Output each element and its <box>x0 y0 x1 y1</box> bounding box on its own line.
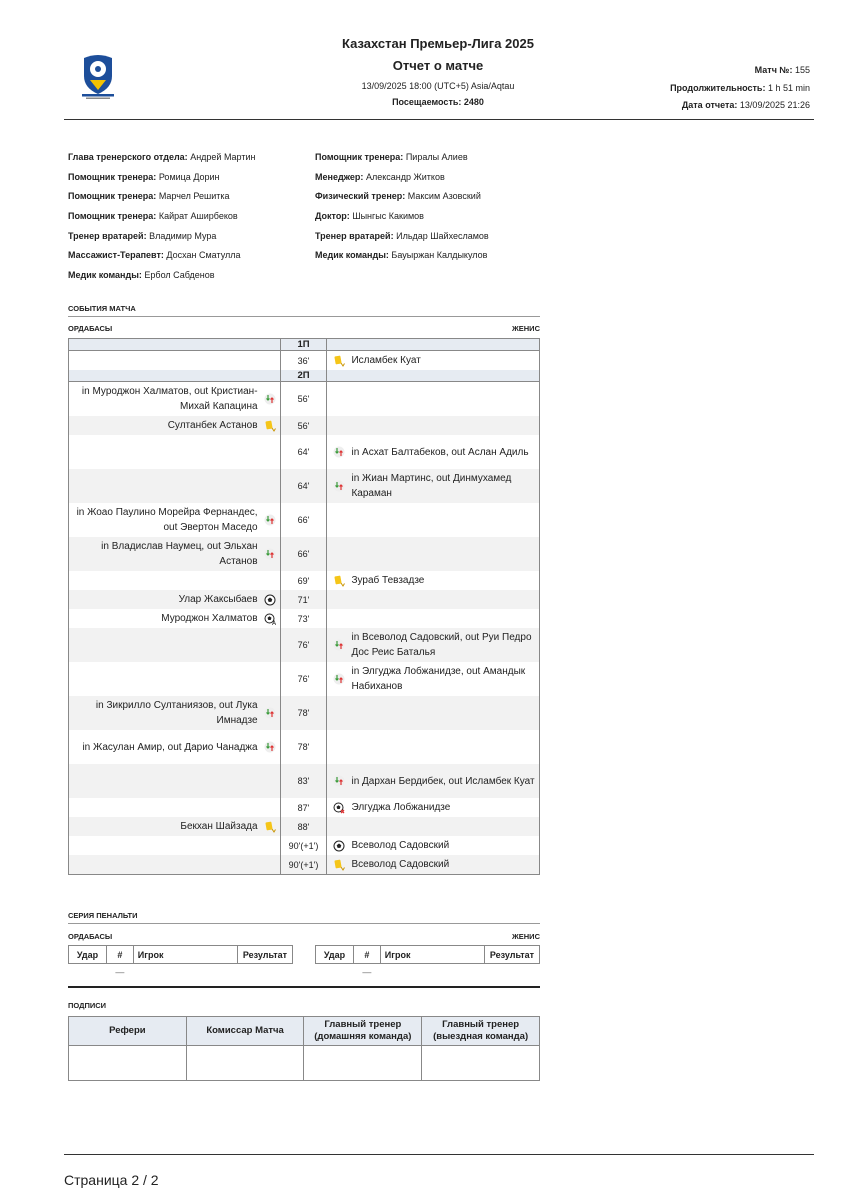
sig-box <box>186 1046 304 1081</box>
event-row <box>69 435 540 469</box>
event-minute: 64' <box>280 435 327 469</box>
penalty-table-home <box>68 945 293 980</box>
event-minute: 76' <box>280 628 327 662</box>
event-home-cell <box>69 416 281 435</box>
penalty-section-title: СЕРИЯ ПЕНАЛЬТИ <box>68 911 540 924</box>
substitution-icon <box>264 514 276 526</box>
substitution-icon <box>333 673 345 685</box>
event-away-cell <box>327 382 540 417</box>
event-home-cell <box>69 351 281 371</box>
event-away-cell <box>327 798 540 817</box>
event-away-cell <box>327 696 540 730</box>
footer-divider <box>64 1154 814 1155</box>
yellow-card-icon <box>333 575 345 587</box>
col-number: # <box>353 946 380 964</box>
away-staff <box>315 148 575 266</box>
event-minute: 64' <box>280 469 327 503</box>
substitution-icon <box>333 639 345 651</box>
period-row <box>69 370 540 382</box>
event-row <box>69 351 540 371</box>
period-label: 2П <box>280 370 327 382</box>
period-away-cell <box>327 339 540 351</box>
col-result: Результат <box>238 946 293 964</box>
staff-row: Медик команды: Ербол Сабденов <box>68 270 215 281</box>
staff-row: Помощник тренера: Пиралы Алиев <box>315 152 468 162</box>
staff-row: Помощник тренера: Ромица Дорин <box>68 171 220 182</box>
event-home-cell <box>69 696 281 730</box>
penalty-home-empty: — <box>115 966 125 977</box>
col-result: Результат <box>485 946 540 964</box>
substitution-icon <box>333 775 345 787</box>
event-row <box>69 382 540 417</box>
event-away-cell <box>327 503 540 537</box>
event-away-cell <box>327 609 540 628</box>
event-minute: 90'(+1') <box>280 836 327 855</box>
event-text: in Дархан Бердибек, out Исламбек Куат <box>351 775 535 787</box>
event-home-cell <box>69 764 281 798</box>
event-away-cell <box>327 817 540 836</box>
event-minute: 69' <box>280 571 327 590</box>
event-row <box>69 836 540 855</box>
match-datetime: 13/09/2025 18:00 (UTC+5) Asia/Aqtau <box>361 81 515 91</box>
goal-icon <box>264 594 276 606</box>
away-team-name: ЖЕНИС <box>511 324 540 333</box>
events-table <box>68 338 540 875</box>
event-row <box>69 696 540 730</box>
event-minute: 78' <box>280 730 327 764</box>
yellow-card-icon <box>264 420 276 432</box>
event-away-cell <box>327 537 540 571</box>
signatures-title: ПОДПИСИ <box>68 1001 107 1010</box>
staff-row: Медик команды: Бауыржан Калдыкулов <box>315 250 488 261</box>
substitution-icon <box>264 393 276 405</box>
penalty-away-team: ЖЕНИС <box>511 932 540 941</box>
match-number: Матч №: 155 <box>754 65 810 75</box>
event-row <box>69 730 540 764</box>
event-minute: 56' <box>280 416 327 435</box>
sig-home-coach: Главный тренер (домашняя команда) <box>304 1017 422 1046</box>
event-row <box>69 416 540 435</box>
event-home-cell <box>69 435 281 469</box>
event-text: in Владислав Наумец, out Эльхан Астанов <box>101 541 258 567</box>
event-home-cell <box>69 571 281 590</box>
staff-row: Тренер вратарей: Владимир Мура <box>68 230 217 241</box>
event-row <box>69 609 540 628</box>
event-minute: 87' <box>280 798 327 817</box>
event-away-cell <box>327 469 540 503</box>
page-number: Страница 2 / 2 <box>64 1172 159 1188</box>
yellow-card-icon <box>333 355 345 367</box>
event-text: in Элгуджа Лобжанидзе, out Амандык Набиханов <box>351 666 526 692</box>
events-team-names <box>68 324 540 333</box>
report-date: Дата отчета: 13/09/2025 21:26 <box>681 100 810 110</box>
header-meta <box>670 62 810 115</box>
event-minute: 66' <box>280 537 327 571</box>
col-player: Игрок <box>133 946 237 964</box>
event-text: Исламбек Куат <box>351 355 421 366</box>
report-header <box>64 30 814 120</box>
penalty-home-team: ОРДАБАСЫ <box>68 932 113 941</box>
period-away-cell <box>327 370 540 382</box>
col-number: # <box>106 946 133 964</box>
event-text: Всеволод Садовский <box>351 859 450 870</box>
sig-box <box>422 1046 540 1081</box>
match-duration: Продолжительность: 1 h 51 min <box>670 82 810 93</box>
col-player: Игрок <box>380 946 484 964</box>
staff-row: Тренер вратарей: Ильдар Шайхесламов <box>315 230 489 241</box>
col-shot: Удар <box>69 946 107 964</box>
event-home-cell <box>69 730 281 764</box>
sig-referee: Рефери <box>69 1017 187 1046</box>
event-home-cell <box>69 382 281 417</box>
event-away-cell <box>327 662 540 696</box>
event-row <box>69 571 540 590</box>
event-home-cell <box>69 798 281 817</box>
report-title: Отчет о матче <box>392 58 484 73</box>
staff-row: Массажист-Терапевт: Досхан Сматулла <box>68 250 241 261</box>
event-away-cell <box>327 590 540 609</box>
yellow-card-icon <box>264 821 276 833</box>
event-away-cell <box>327 836 540 855</box>
event-text: Всеволод Садовский <box>351 840 450 851</box>
sig-away-coach: Главный тренер (выездная команда) <box>422 1017 540 1046</box>
event-row <box>69 537 540 571</box>
event-minute: 56' <box>280 382 327 417</box>
staff-row: Помощник тренера: Кайрат Аширбеков <box>68 211 238 222</box>
staff-row: Доктор: Шынгыс Какимов <box>315 211 424 222</box>
event-row <box>69 817 540 836</box>
event-text: Зураб Тевзадзе <box>351 575 425 586</box>
event-minute: 76' <box>280 662 327 696</box>
period-label: 1П <box>280 339 327 351</box>
substitution-icon <box>264 548 276 560</box>
penalty-team-names <box>68 932 540 941</box>
event-text: Султанбек Астанов <box>167 420 258 431</box>
missed-goal-icon <box>333 802 345 814</box>
event-row <box>69 628 540 662</box>
events-body <box>69 339 540 875</box>
home-team-name: ОРДАБАСЫ <box>68 324 113 333</box>
penalty-divider <box>68 986 540 988</box>
goal-icon <box>333 840 345 852</box>
league-title: Казахстан Премьер-Лига 2025 <box>342 36 534 51</box>
assist-icon <box>264 613 276 625</box>
event-row <box>69 662 540 696</box>
col-shot: Удар <box>316 946 354 964</box>
period-row <box>69 339 540 351</box>
event-minute: 73' <box>280 609 327 628</box>
event-minute: 71' <box>280 590 327 609</box>
header-center <box>338 34 538 109</box>
staff-row: Физический тренер: Максим Азовский <box>315 191 481 202</box>
event-text: in Зикрилло Султаниязов, out Лука Имнадзе <box>95 700 258 726</box>
period-home-cell <box>69 370 281 382</box>
event-text: Бекхан Шайзада <box>180 821 258 832</box>
event-minute: 90'(+1') <box>280 855 327 875</box>
event-away-cell <box>327 571 540 590</box>
event-home-cell <box>69 817 281 836</box>
yellow-card-icon <box>333 859 345 871</box>
event-away-cell <box>327 435 540 469</box>
league-logo <box>78 54 118 100</box>
event-away-cell <box>327 628 540 662</box>
event-home-cell <box>69 662 281 696</box>
event-home-cell <box>69 590 281 609</box>
event-home-cell <box>69 855 281 875</box>
event-text: Улар Жаксыбаев <box>178 594 258 605</box>
event-home-cell <box>69 609 281 628</box>
substitution-icon <box>333 480 345 492</box>
event-row <box>69 764 540 798</box>
event-home-cell <box>69 537 281 571</box>
event-away-cell <box>327 416 540 435</box>
event-away-cell <box>327 730 540 764</box>
staff-row: Глава тренерского отдела: Андрей Мартин <box>68 152 256 162</box>
event-row <box>69 798 540 817</box>
period-home-cell <box>69 339 281 351</box>
event-text: in Всеволод Садовский, out Руи Педро Дос Реис Баталья <box>351 632 532 658</box>
event-text: Муроджон Халматов <box>161 613 258 624</box>
events-section-title: СОБЫТИЯ МАТЧА <box>68 304 540 317</box>
event-minute: 78' <box>280 696 327 730</box>
penalty-away-empty: — <box>362 966 372 977</box>
event-row <box>69 503 540 537</box>
event-home-cell <box>69 503 281 537</box>
event-minute: 88' <box>280 817 327 836</box>
event-text: Элгуджа Лобжанидзе <box>351 802 451 813</box>
event-text: in Жоао Паулино Морейра Фернандес, out Эвертон Маседо <box>76 507 258 533</box>
event-row <box>69 469 540 503</box>
event-text: in Жасулан Амир, out Дарио Чанаджа <box>82 741 258 753</box>
penalty-table-away <box>315 945 540 980</box>
event-away-cell <box>327 855 540 875</box>
event-row <box>69 855 540 875</box>
substitution-icon <box>264 741 276 753</box>
substitution-icon <box>264 707 276 719</box>
event-minute: 36' <box>280 351 327 371</box>
event-text: in Асхат Балтабеков, out Аслан Адиль <box>351 446 529 458</box>
event-away-cell <box>327 351 540 371</box>
staff-row: Помощник тренера: Марчел Решитка <box>68 191 230 202</box>
attendance: Посещаемость: 2480 <box>392 97 484 107</box>
home-staff <box>68 148 328 286</box>
event-minute: 66' <box>280 503 327 537</box>
event-row <box>69 590 540 609</box>
event-text: in Муроджон Халматов, out Кристиан-Михай Капацина <box>81 386 258 412</box>
substitution-icon <box>333 446 345 458</box>
sig-commissioner: Комиссар Матча <box>186 1017 304 1046</box>
event-minute: 83' <box>280 764 327 798</box>
sig-box <box>69 1046 187 1081</box>
sig-box <box>304 1046 422 1081</box>
event-home-cell <box>69 628 281 662</box>
svg-text:A: A <box>271 619 276 625</box>
signatures-table <box>68 1016 540 1081</box>
event-home-cell <box>69 469 281 503</box>
event-away-cell <box>327 764 540 798</box>
staff-row: Менеджер: Александр Житков <box>315 171 445 182</box>
event-home-cell <box>69 836 281 855</box>
event-text: in Жиан Мартинс, out Динмухамед Караман <box>351 473 512 499</box>
